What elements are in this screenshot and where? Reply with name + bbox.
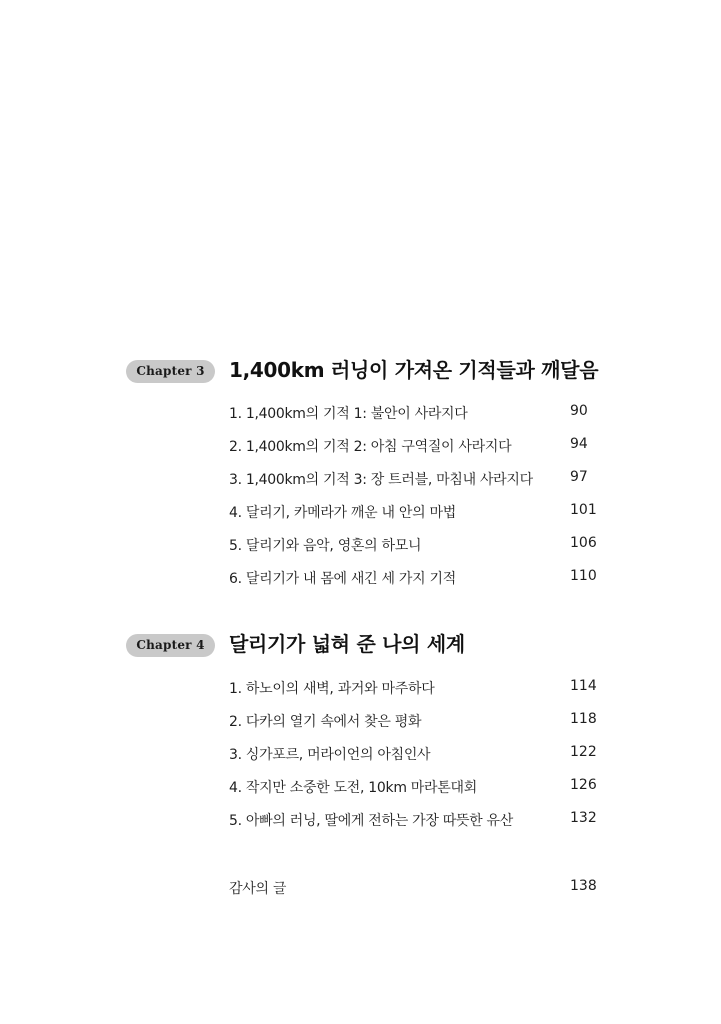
toc-entry-page: 126 xyxy=(570,777,597,793)
toc-entry-title: 4. 달리기, 카메라가 깨운 내 안의 마법 xyxy=(229,505,456,521)
toc-entry[interactable] xyxy=(0,771,721,804)
toc-entry[interactable] xyxy=(0,430,721,463)
toc-entry-page: 110 xyxy=(570,568,597,584)
toc-entry[interactable] xyxy=(0,496,721,529)
toc-entry-title: 5. 아빠의 러닝, 딸에게 전하는 가장 따뜻한 유산 xyxy=(229,813,513,829)
toc-entry-page: 132 xyxy=(570,810,597,826)
chapter-header xyxy=(0,352,721,392)
chapter-header xyxy=(0,626,721,666)
chapter-4-section xyxy=(0,626,721,837)
toc-entry-page: 94 xyxy=(570,436,588,452)
chapter-title: 달리기가 넓혀 준 나의 세계 xyxy=(229,632,465,656)
toc-entry-title: 2. 1,400km의 기적 2: 아침 구역질이 사라지다 xyxy=(229,439,512,455)
toc-entry-page: 118 xyxy=(570,711,597,727)
chapter-3-section xyxy=(0,352,721,595)
toc-entry[interactable] xyxy=(0,804,721,837)
toc-entry[interactable] xyxy=(0,397,721,430)
chapter-badge: Chapter 4 xyxy=(126,634,215,657)
toc-entry-page: 90 xyxy=(570,403,588,419)
toc-entry-title: 1. 하노이의 새벽, 과거와 마주하다 xyxy=(229,681,435,697)
toc-entry-title: 3. 1,400km의 기적 3: 장 트러블, 마침내 사라지다 xyxy=(229,472,533,488)
toc-entry-page: 106 xyxy=(570,535,597,551)
acknowledgements-page: 138 xyxy=(570,878,597,894)
toc-entry[interactable] xyxy=(0,705,721,738)
acknowledgements-title: 감사의 글 xyxy=(229,881,287,897)
toc-entry-page: 114 xyxy=(570,678,597,694)
toc-entry[interactable] xyxy=(0,529,721,562)
toc-entry-title: 4. 작지만 소중한 도전, 10km 마라톤대회 xyxy=(229,780,477,796)
toc-entry-title: 3. 싱가포르, 머라이언의 아침인사 xyxy=(229,747,431,763)
toc-entry-title: 6. 달리기가 내 몸에 새긴 세 가지 기적 xyxy=(229,571,456,587)
acknowledgements-entry[interactable] xyxy=(0,872,721,902)
toc-entry[interactable] xyxy=(0,562,721,595)
toc-entry-page: 101 xyxy=(570,502,597,518)
toc-entry-title: 1. 1,400km의 기적 1: 불안이 사라지다 xyxy=(229,406,468,422)
toc-entry[interactable] xyxy=(0,738,721,771)
toc-entry[interactable] xyxy=(0,672,721,705)
toc-list xyxy=(0,397,721,595)
chapter-badge: Chapter 3 xyxy=(126,360,215,383)
toc-list xyxy=(0,672,721,837)
toc-entry-title: 5. 달리기와 음악, 영혼의 하모니 xyxy=(229,538,422,554)
toc-entry[interactable] xyxy=(0,463,721,496)
toc-entry-page: 97 xyxy=(570,469,588,485)
toc-entry-page: 122 xyxy=(570,744,597,760)
chapter-title: 1,400km 러닝이 가져온 기적들과 깨달음 xyxy=(229,358,599,382)
toc-entry-title: 2. 다카의 열기 속에서 찾은 평화 xyxy=(229,714,422,730)
